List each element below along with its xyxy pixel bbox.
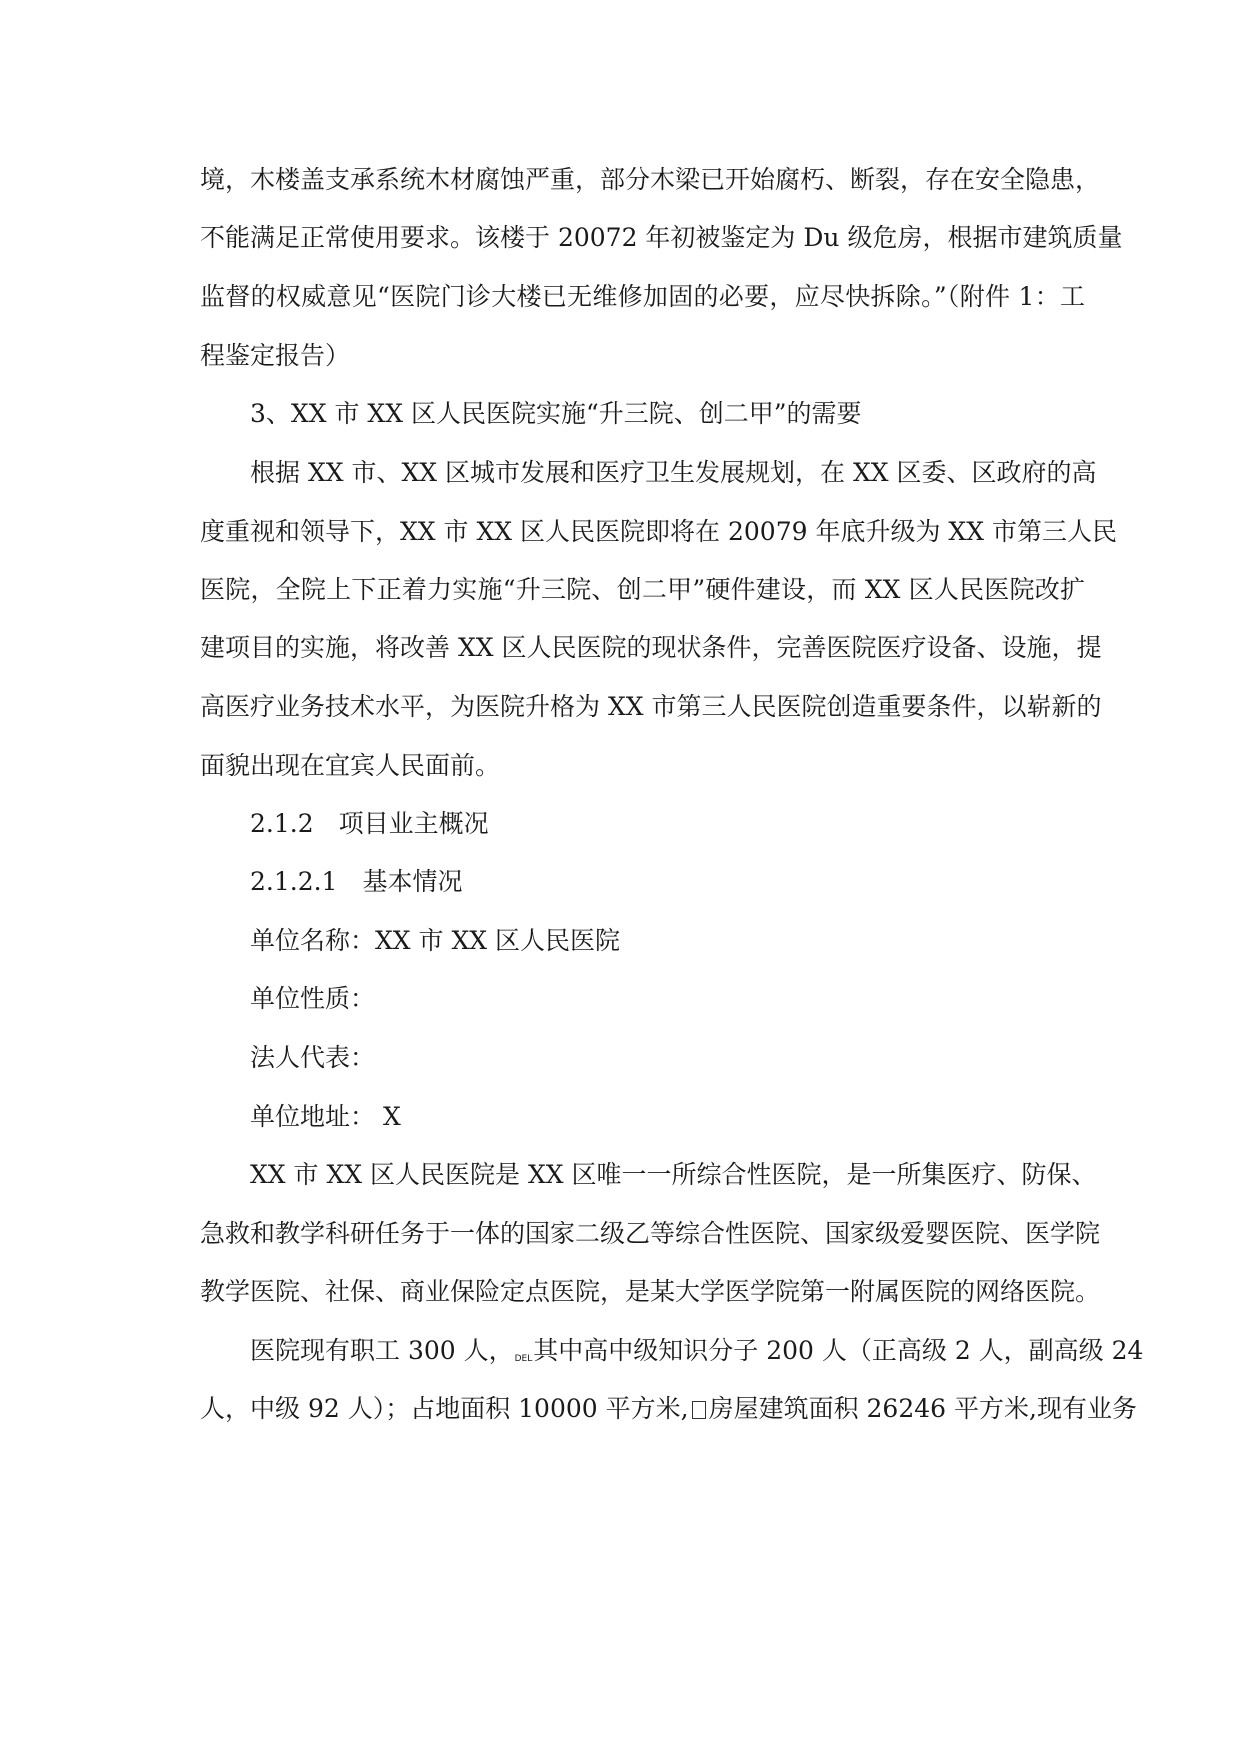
- text-segment: 房屋建筑面积 26246 平方米,现有业务: [708, 1394, 1137, 1423]
- field-unit-type: 单位性质：: [250, 984, 376, 1013]
- text-segment: 其中高中级知识分子 200 人（正高级 2 人，副高级 24: [533, 1336, 1144, 1365]
- field-legal-rep: 法人代表：: [250, 1043, 376, 1072]
- del-mark: DEL: [514, 1354, 533, 1364]
- text-line: 度重视和领导下，XX 市 XX 区人民医院即将在 20079 年底升级为 XX 市第三人民: [200, 517, 1117, 546]
- text-line: 境，木楼盖支承系统木材腐蚀严重，部分木梁已开始腐朽、断裂，存在安全隐患，: [200, 165, 1101, 194]
- text-line: 建项目的实施，将改善 XX 区人民医院的现状条件，完善医院医疗设备、设施，提: [200, 633, 1102, 662]
- text-line: XX 市 XX 区人民医院是 XX 区唯一一所综合性医院，是一所集医疗、防保、: [250, 1160, 1097, 1189]
- text-line: 医院，全院上下正着力实施“升三院、创二甲”硬件建设，而 XX 区人民医院改扩: [200, 575, 1085, 604]
- subsection-heading: 2.1.2.1 基本情况: [250, 867, 463, 896]
- placeholder-box-icon: [692, 1401, 706, 1419]
- text-line: [200, 1394, 1137, 1424]
- text-line: 根据 XX 市、XX 区城市发展和医疗卫生发展规划，在 XX 区委、区政府的高: [250, 458, 1097, 487]
- field-unit-name: 单位名称：XX 市 XX 区人民医院: [250, 926, 621, 955]
- text-segment: 医院现有职工 300 人，: [250, 1336, 514, 1365]
- section-heading: 3、XX 市 XX 区人民医院实施“升三院、创二甲”的需要: [250, 399, 862, 428]
- text-line: 程鉴定报告）: [200, 341, 351, 370]
- text-line: 不能满足正常使用要求。该楼于 20072 年初被鉴定为 Du 级危房，根据市建筑质量: [200, 223, 1123, 252]
- text-line: [250, 1336, 1143, 1372]
- text-line: 急救和教学科研任务于一体的国家二级乙等综合性医院、国家级爱婴医院、医学院: [200, 1219, 1101, 1248]
- section-heading: 2.1.2 项目业主概况: [250, 809, 489, 838]
- text-line: 监督的权威意见“医院门诊大楼已无维修加固的必要，应尽快拆除。”（附件 1：工: [200, 282, 1085, 311]
- text-line: 教学医院、社保、商业保险定点医院，是某大学医学院第一附属医院的网络医院。: [200, 1277, 1101, 1306]
- text-line: 面貌出现在宜宾人民面前。: [200, 751, 501, 780]
- field-unit-address: 单位地址： X: [250, 1102, 401, 1131]
- text-segment: 人，中级 92 人）；占地面积 10000 平方米,: [200, 1394, 689, 1423]
- text-line: 高医疗业务技术水平，为医院升格为 XX 市第三人民医院创造重要条件，以崭新的: [200, 692, 1102, 721]
